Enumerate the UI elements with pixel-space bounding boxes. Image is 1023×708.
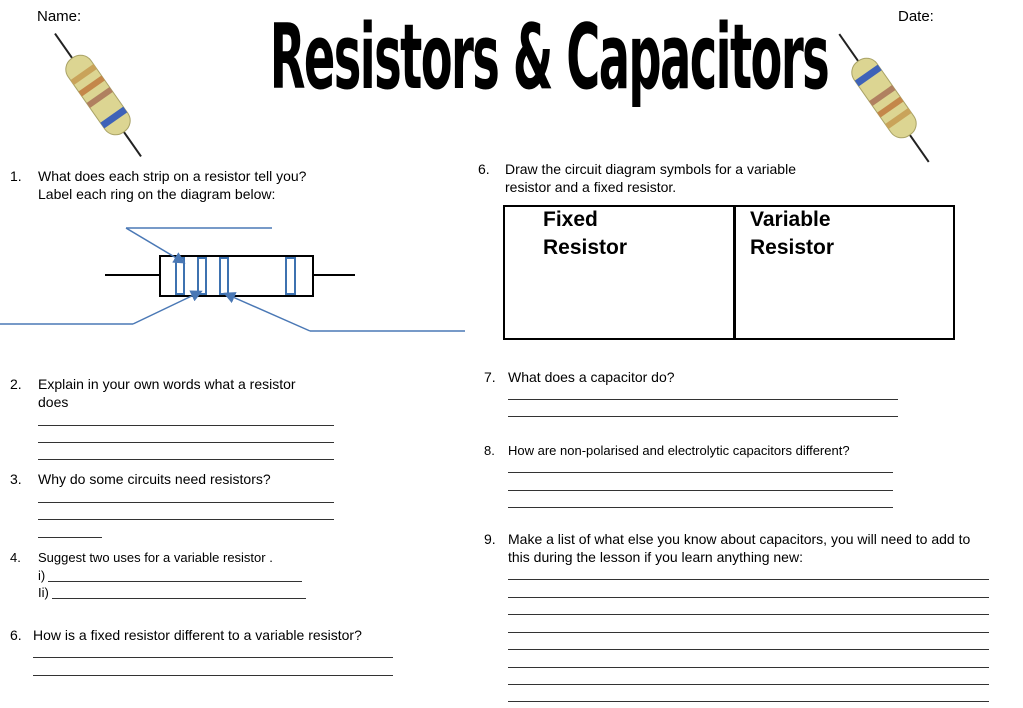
q9-answer-line-8[interactable]: [508, 701, 989, 702]
q4-ii-label: Ii): [38, 585, 49, 600]
q9-answer-line-4[interactable]: [508, 632, 989, 633]
resistor-photo-left: [40, 25, 160, 165]
q9-number: 9.: [484, 531, 496, 547]
q9-answer-line-5[interactable]: [508, 649, 989, 650]
page-title-wrap: [200, 4, 829, 110]
variable-resistor-header-line2: Resistor: [750, 236, 835, 259]
q2-number: 2.: [10, 376, 22, 392]
date-label: Date:: [898, 8, 934, 25]
q3-number: 3.: [10, 471, 22, 487]
q4-i-label: i): [38, 568, 46, 583]
q7-answer-line-1[interactable]: [508, 399, 898, 400]
q9-line1: Make a list of what else you know about capacitors, you will need to add to: [508, 531, 971, 547]
q7-text: What does a capacitor do?: [508, 369, 675, 385]
q6-number: 6.: [478, 161, 490, 177]
q6b-answer-line-1[interactable]: [33, 657, 393, 658]
variable-resistor-drawing-area[interactable]: [741, 267, 949, 335]
q7-answer-line-2[interactable]: [508, 416, 898, 417]
page-title: Resistors & Capacitors: [269, 4, 829, 110]
q6b-text: How is a fixed resistor different to a variable resistor?: [33, 627, 362, 643]
resistor-label-diagram: [0, 210, 470, 340]
q6b-answer-line-2[interactable]: [33, 675, 393, 676]
q9-answer-line-2[interactable]: [508, 597, 989, 598]
q1-line2: Label each ring on the diagram below:: [38, 186, 276, 202]
q7-number: 7.: [484, 369, 496, 385]
name-label: Name:: [37, 8, 82, 25]
fixed-resistor-header: [543, 206, 627, 262]
q2-line1: Explain in your own words what a resistor: [38, 376, 296, 392]
q3-answer-line-1[interactable]: [38, 502, 334, 503]
variable-resistor-header-line1: Variable: [750, 208, 831, 231]
q2-line2: does: [38, 394, 69, 410]
q2-answer-line-3[interactable]: [38, 459, 334, 460]
table-divider: [733, 207, 736, 338]
q4-answer-line-ii[interactable]: [52, 598, 306, 599]
q6-line2: resistor and a fixed resistor.: [505, 179, 677, 195]
q4-number: 4.: [10, 550, 21, 565]
q6-line1: Draw the circuit diagram symbols for a variable: [505, 161, 796, 177]
q6b-number: 6.: [10, 627, 22, 643]
resistor-photo-right: [822, 28, 952, 173]
q3-text: Why do some circuits need resistors?: [38, 471, 271, 487]
variable-resistor-header: [750, 206, 834, 262]
q4-text: Suggest two uses for a variable resistor .: [38, 550, 273, 565]
q9-answer-line-6[interactable]: [508, 667, 989, 668]
q8-answer-line-3[interactable]: [508, 507, 893, 508]
q8-text: How are non-polarised and electrolytic capacitors different?: [508, 443, 850, 458]
q3-answer-line-3[interactable]: [38, 537, 102, 538]
q9-answer-line-1[interactable]: [508, 579, 989, 580]
fixed-resistor-drawing-area[interactable]: [511, 267, 727, 335]
q8-answer-line-2[interactable]: [508, 490, 893, 491]
q9-answer-line-7[interactable]: [508, 684, 989, 685]
fixed-resistor-header-line1: Fixed: [543, 208, 598, 231]
q1-line1: What does each strip on a resistor tell you?: [38, 168, 307, 184]
symbols-table: [503, 205, 955, 340]
q2-answer-line-2[interactable]: [38, 442, 334, 443]
q3-answer-line-2[interactable]: [38, 519, 334, 520]
q2-answer-line-1[interactable]: [38, 425, 334, 426]
q9-answer-line-3[interactable]: [508, 614, 989, 615]
q9-line2: this during the lesson if you learn anything new:: [508, 549, 803, 565]
q8-number: 8.: [484, 443, 495, 458]
fixed-resistor-header-line2: Resistor: [543, 236, 628, 259]
q1-number: 1.: [10, 168, 22, 184]
q8-answer-line-1[interactable]: [508, 472, 893, 473]
q4-answer-line-i[interactable]: [48, 581, 302, 582]
